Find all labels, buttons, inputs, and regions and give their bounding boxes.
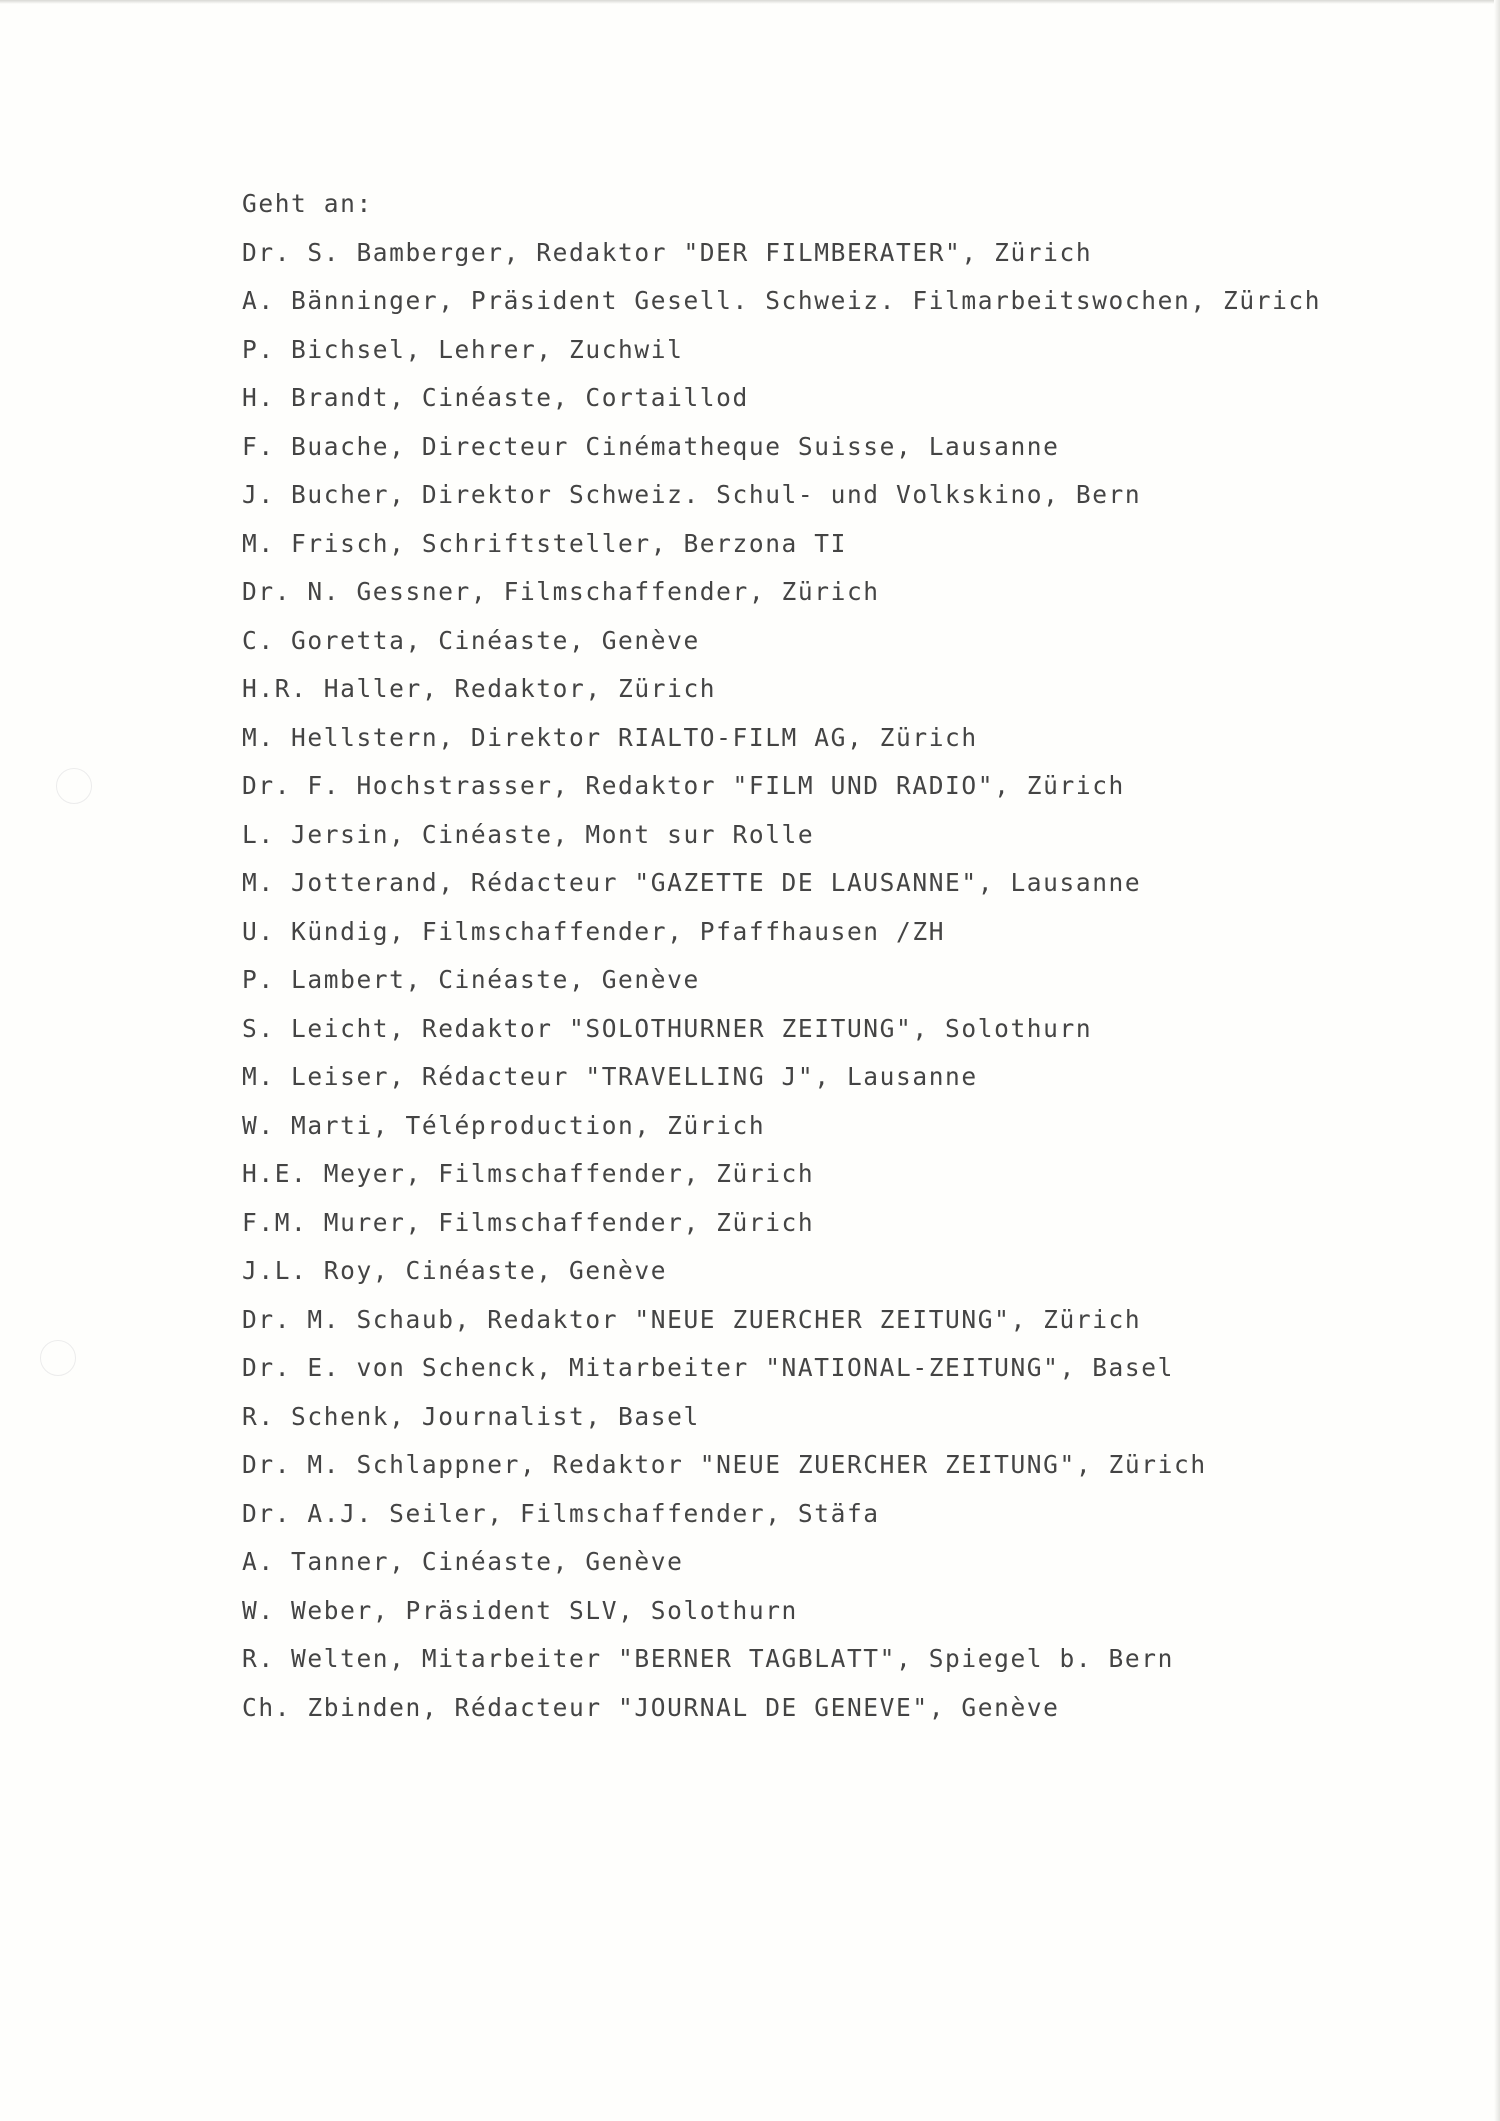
- recipient-entry: P. Lambert, Cinéaste, Genève: [242, 965, 700, 994]
- recipient-entry: H. Brandt, Cinéaste, Cortaillod: [242, 383, 749, 412]
- recipient-entry: U. Kündig, Filmschaffender, Pfaffhausen /ZH: [242, 916, 946, 946]
- recipient-entry: M. Hellstern, Direktor RIALTO-FILM AG, Zürich: [242, 722, 978, 752]
- recipient-entry: P. Bichsel, Lehrer, Zuchwil: [242, 334, 684, 364]
- recipient-entry: H.R. Haller, Redaktor, Zürich: [242, 674, 717, 703]
- recipient-entry: W. Weber, Präsident SLV, Solothurn: [242, 1595, 798, 1625]
- distribution-heading: Geht an:: [242, 189, 373, 218]
- recipient-entry: C. Goretta, Cinéaste, Genève: [242, 625, 700, 655]
- recipient-entry: F. Buache, Directeur Cinématheque Suisse, Lausanne: [242, 431, 1060, 461]
- recipient-entry: M. Frisch, Schriftsteller, Berzona TI: [242, 528, 847, 558]
- recipient-entry: R. Schenk, Journalist, Basel: [242, 1401, 700, 1431]
- recipient-entry: Dr. N. Gessner, Filmschaffender, Zürich: [242, 577, 880, 606]
- recipient-entry: R. Welten, Mitarbeiter "BERNER TAGBLATT", Spiegel b. Bern: [242, 1644, 1174, 1673]
- recipient-entry: J.L. Roy, Cinéaste, Genève: [242, 1256, 668, 1285]
- recipient-entry: Dr. E. von Schenck, Mitarbeiter "NATIONAL-ZEITUNG", Basel: [242, 1353, 1174, 1382]
- recipient-entry: M. Jotterand, Rédacteur "GAZETTE DE LAUSANNE", Lausanne: [242, 868, 1142, 897]
- punch-hole-upper: [56, 768, 92, 804]
- recipient-entry: S. Leicht, Redaktor "SOLOTHURNER ZEITUNG", Solothurn: [242, 1013, 1093, 1043]
- recipient-entry: W. Marti, Téléproduction, Zürich: [242, 1110, 766, 1140]
- recipient-entry: H.E. Meyer, Filmschaffender, Zürich: [242, 1159, 815, 1188]
- recipient-entry: Ch. Zbinden, Rédacteur "JOURNAL DE GENEVE", Genève: [242, 1692, 1060, 1722]
- recipient-entry: M. Leiser, Rédacteur "TRAVELLING J", Lausanne: [242, 1062, 978, 1091]
- recipient-entry: A. Tanner, Cinéaste, Genève: [242, 1547, 684, 1576]
- recipient-entry: Dr. A.J. Seiler, Filmschaffender, Stäfa: [242, 1498, 880, 1528]
- page-top-edge: [0, 0, 1500, 4]
- recipient-entry: Dr. F. Hochstrasser, Redaktor "FILM UND RADIO", Zürich: [242, 771, 1125, 800]
- recipient-entry: F.M. Murer, Filmschaffender, Zürich: [242, 1207, 815, 1237]
- recipient-entry: J. Bucher, Direktor Schweiz. Schul- und Volkskino, Bern: [242, 480, 1142, 509]
- recipient-entry: L. Jersin, Cinéaste, Mont sur Rolle: [242, 819, 815, 849]
- distribution-list: [242, 180, 1442, 1732]
- punch-hole-lower: [40, 1340, 76, 1376]
- recipient-entry: Dr. M. Schlappner, Redaktor "NEUE ZUERCHER ZEITUNG", Zürich: [242, 1450, 1207, 1479]
- recipient-entry: Dr. S. Bamberger, Redaktor "DER FILMBERATER", Zürich: [242, 237, 1093, 267]
- recipient-entry: Dr. M. Schaub, Redaktor "NEUE ZUERCHER ZEITUNG", Zürich: [242, 1304, 1142, 1334]
- recipient-entry: A. Bänninger, Präsident Gesell. Schweiz. Filmarbeitswochen, Zürich: [242, 286, 1322, 315]
- page-right-edge: [1494, 0, 1500, 2121]
- recipient-list: [242, 229, 1442, 1733]
